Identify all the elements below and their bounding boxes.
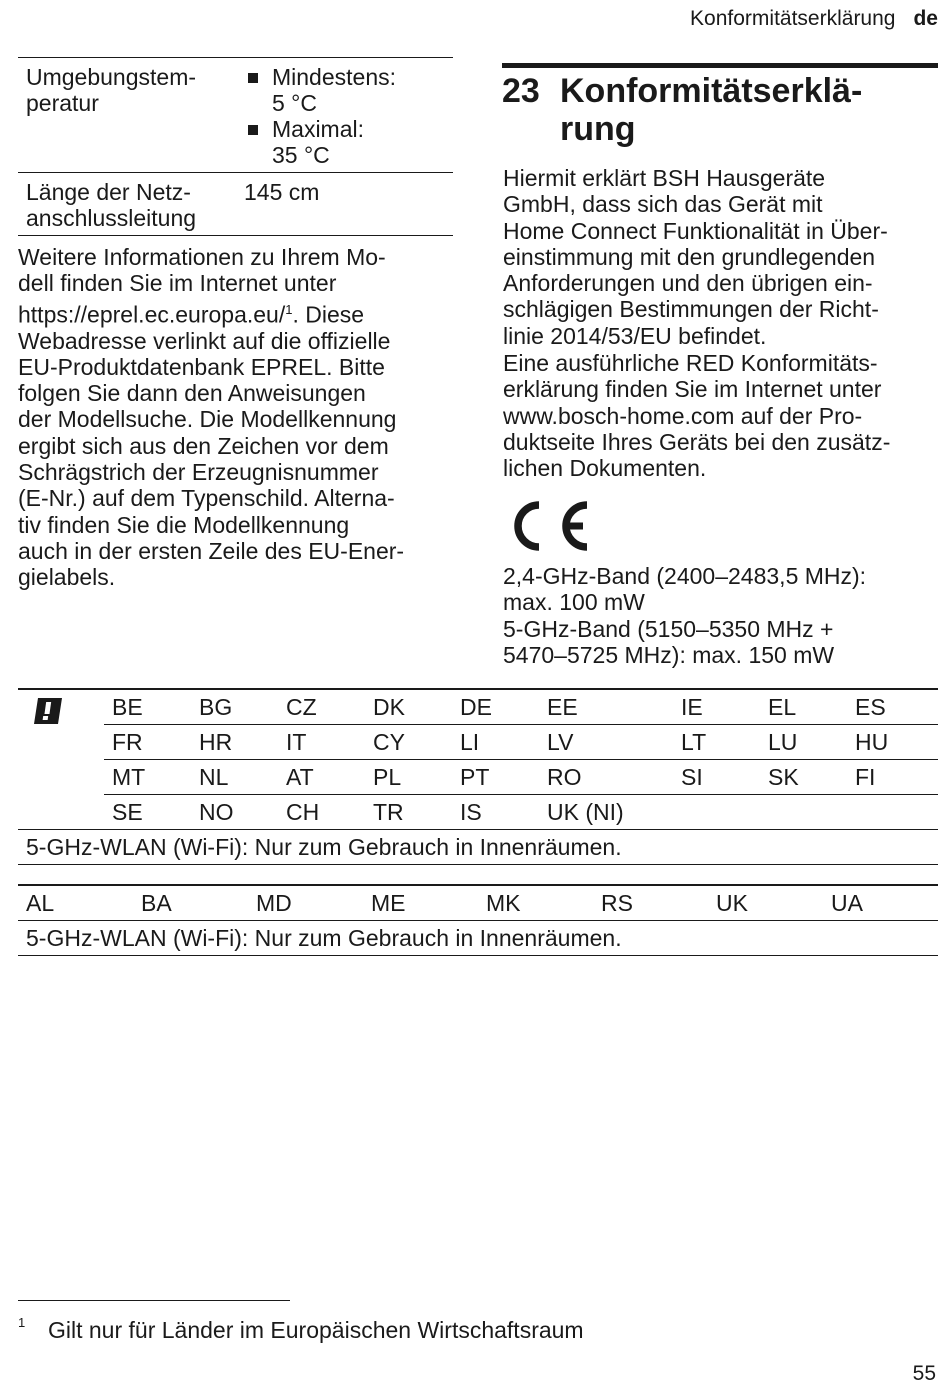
country-code: UA <box>831 889 863 916</box>
country-code: SK <box>768 763 799 790</box>
footnote <box>18 1317 584 1344</box>
country-code: HR <box>199 728 233 755</box>
country-code: SE <box>112 798 143 825</box>
country-code: DK <box>373 693 405 720</box>
country-row <box>18 725 938 760</box>
frequency-info: 2,4-GHz-Band (2400–2483,5 MHz): max. 100 mW 5-GHz-Band (5150–5350 MHz + 5470–5725 MHz): max. 150 mW <box>503 563 867 668</box>
country-code: BA <box>141 889 172 916</box>
spec-row-temperature <box>18 58 453 173</box>
country-code: BE <box>112 693 143 720</box>
country-code: RO <box>547 763 582 790</box>
red-declaration-paragraph: Eine ausführliche RED Konformitäts- erklärung finden Sie im Internet unter www.bosch-home.com auf der Pro- duktseite Ihres Geräts bei den zusätz- lichen Dokumenten. <box>503 350 891 482</box>
country-code: RS <box>601 889 633 916</box>
country-code: ES <box>855 693 886 720</box>
section-number: 23 <box>502 72 540 110</box>
header-language: de <box>913 7 938 30</box>
spec-table <box>18 57 453 236</box>
spec-value-cable-length: 145 cm <box>244 179 320 205</box>
wlan-indoor-note: 5-GHz-WLAN (Wi-Fi): Nur zum Gebrauch in Innenräumen. <box>18 830 938 865</box>
country-code: HU <box>855 728 889 755</box>
footnote-rule <box>18 1300 290 1301</box>
eprel-info-paragraph: Weitere Informationen zu Ihrem Mo- dell finden Sie im Internet unter https://eprel.ec.europa.eu/$^1$. Diese Webadresse verlinkt auf die offizielle EU-Produktdatenbank EPREL. Bitte folgen Sie dann den Anweisungen der Modellsuche. Die Modellkennung ergibt sich aus den Zeichen vor dem Schrägstrich der Erzeugnisnummer (E-Nr.) auf dem Typenschild. Alterna- tiv finden Sie die Modellkennung auch in der ersten Zeile des EU-Ener- gielabels. <box>18 244 405 591</box>
country-code: MD <box>256 889 292 916</box>
bullet-item: Mindestens: 5 °C <box>244 64 453 116</box>
country-row <box>18 885 938 921</box>
country-table-note-row <box>18 830 938 865</box>
section-title: Konformitätserklä- rung <box>560 72 863 148</box>
country-code: IS <box>460 798 482 825</box>
country-table-note-row <box>18 921 938 956</box>
country-code: BG <box>199 693 233 720</box>
spec-label-cable-length: Länge der Netz- anschlussleitung <box>26 179 197 231</box>
country-code: TR <box>373 798 404 825</box>
country-row <box>18 795 938 830</box>
country-code: AL <box>26 889 55 916</box>
country-code: NL <box>199 763 229 790</box>
section-heading <box>502 72 938 148</box>
country-code: UK <box>716 889 748 916</box>
country-code: CY <box>373 728 405 755</box>
country-code: IE <box>681 693 703 720</box>
country-code: PT <box>460 763 490 790</box>
restriction-cell <box>18 689 104 830</box>
country-code <box>673 795 760 830</box>
declaration-paragraph: Hiermit erklärt BSH Hausgeräte GmbH, dass sich das Gerät mit Home Connect Funktionalität in Über- einstimmung mit den grundlegenden Anforderungen und den übrigen ein- schlägigen Bestimmungen der Richt- linie 2014/53/EU befindet. <box>503 165 888 349</box>
country-code: LU <box>768 728 798 755</box>
country-code <box>847 795 938 830</box>
ce-mark-icon <box>503 497 591 555</box>
country-code: FI <box>855 763 876 790</box>
country-code: CZ <box>286 693 317 720</box>
country-code: SI <box>681 763 703 790</box>
country-code: LT <box>681 728 707 755</box>
country-code: EE <box>547 693 578 720</box>
country-code: MK <box>486 889 521 916</box>
country-row <box>18 689 938 725</box>
footnote-text: Gilt nur für Länder im Europäischen Wirtschaftsraum <box>48 1317 584 1343</box>
wlan-indoor-note: 5-GHz-WLAN (Wi-Fi): Nur zum Gebrauch in Innenräumen. <box>18 921 938 956</box>
restriction-warning-icon <box>30 696 70 726</box>
footnote-ref: 1 <box>285 301 293 317</box>
spec-row-cable-length <box>18 173 453 236</box>
country-code: LI <box>460 728 480 755</box>
country-table-eu <box>18 688 938 865</box>
country-code: LV <box>547 728 574 755</box>
country-code: DE <box>460 693 492 720</box>
spec-value-temperature <box>236 58 453 173</box>
running-header <box>690 7 938 31</box>
country-code: PL <box>373 763 402 790</box>
country-code: IT <box>286 728 307 755</box>
country-code: AT <box>286 763 314 790</box>
country-code: UK (NI) <box>547 798 624 825</box>
header-section-name: Konformitätserklärung <box>690 7 896 30</box>
country-code: FR <box>112 728 143 755</box>
ce-mark-label: CE <box>503 497 505 498</box>
country-code: ME <box>371 889 406 916</box>
country-row <box>18 760 938 795</box>
bullet-square-icon <box>248 125 258 135</box>
country-code: MT <box>112 763 146 790</box>
section-rule <box>502 63 938 68</box>
footnote-marker: 1 <box>18 1315 26 1330</box>
bullet-square-icon <box>248 73 258 83</box>
country-code: CH <box>286 798 320 825</box>
country-code <box>760 795 847 830</box>
page-number: 55 <box>912 1362 936 1385</box>
bullet-item: Maximal: 35 °C <box>244 116 453 168</box>
country-table-other <box>18 884 938 956</box>
country-code: EL <box>768 693 797 720</box>
spec-label-temperature: Umgebungstem- peratur <box>26 64 197 116</box>
country-code: NO <box>199 798 234 825</box>
